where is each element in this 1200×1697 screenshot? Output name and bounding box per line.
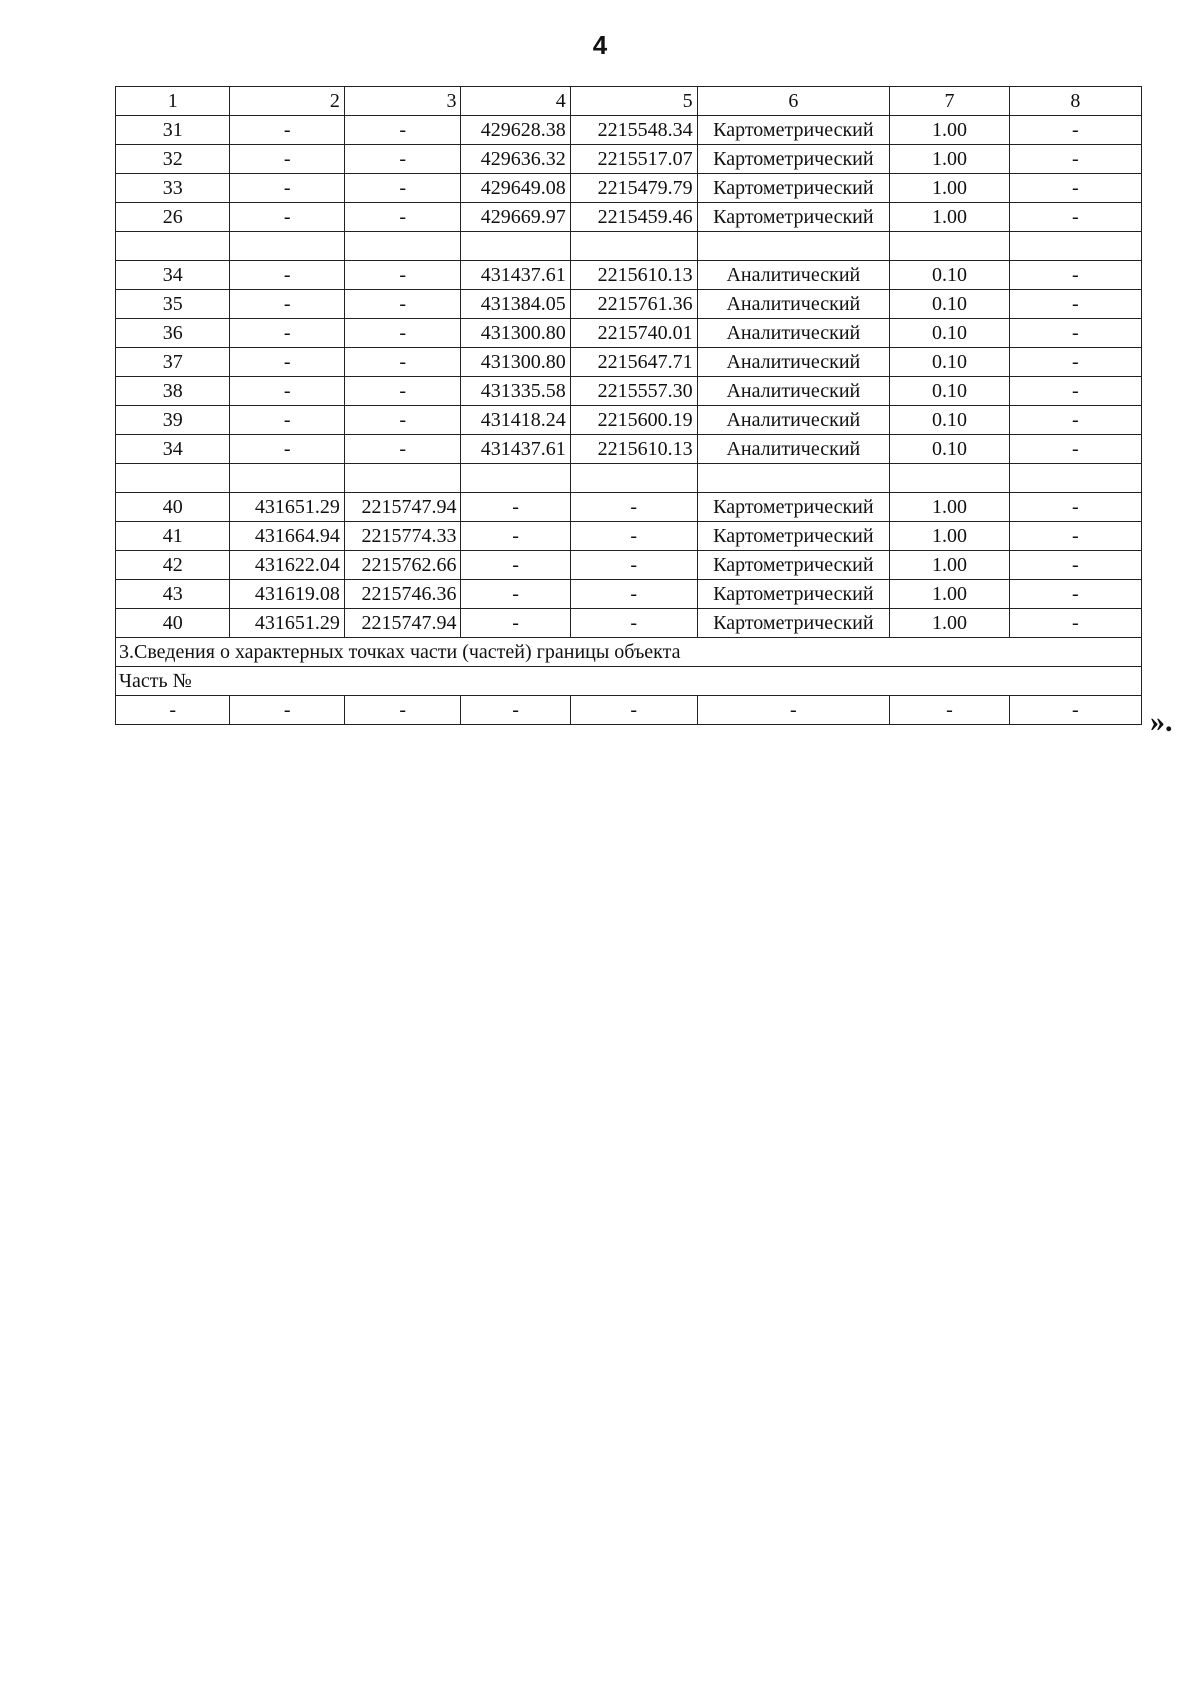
table-row (116, 609, 1142, 638)
empty-cell (1009, 464, 1141, 493)
section-3-title: 3.Сведения о характерных точках части (частей) границы объекта (116, 638, 1142, 667)
table-cell: - (116, 696, 230, 725)
table-cell: 2215761.36 (570, 290, 697, 319)
table-cell: - (1009, 609, 1141, 638)
table-cell: 1.00 (890, 174, 1010, 203)
table-cell: - (230, 377, 344, 406)
table-cell: - (461, 493, 570, 522)
table-cell: - (1009, 493, 1141, 522)
table-cell: - (1009, 261, 1141, 290)
table-cell: 2215459.46 (570, 203, 697, 232)
table-cell: - (344, 435, 461, 464)
table-separator-row (116, 232, 1142, 261)
table-cell: - (461, 522, 570, 551)
table-row (116, 203, 1142, 232)
empty-cell (890, 464, 1010, 493)
table-cell: 36 (116, 319, 230, 348)
table-row (116, 290, 1142, 319)
table-cell: - (344, 377, 461, 406)
table-cell: 0.10 (890, 348, 1010, 377)
table-cell: - (1009, 435, 1141, 464)
table-cell: - (461, 551, 570, 580)
table-cell: - (461, 580, 570, 609)
table-cell: 2215600.19 (570, 406, 697, 435)
table-cell: 431335.58 (461, 377, 570, 406)
table-row (116, 493, 1142, 522)
table-cell: Картометрический (697, 493, 890, 522)
table-cell: 0.10 (890, 319, 1010, 348)
table-cell: - (230, 435, 344, 464)
table-cell: 32 (116, 145, 230, 174)
table-cell: - (1009, 377, 1141, 406)
table-cell: Картометрический (697, 116, 890, 145)
table-cell: 2215774.33 (344, 522, 461, 551)
table-cell: 431651.29 (230, 493, 344, 522)
table-cell: - (570, 493, 697, 522)
coordinates-table-container (115, 86, 1142, 725)
table-cell: 431437.61 (461, 435, 570, 464)
table-row (116, 319, 1142, 348)
table-cell: 2215762.66 (344, 551, 461, 580)
table-cell: - (890, 696, 1010, 725)
table-cell: 2215548.34 (570, 116, 697, 145)
table-row (116, 145, 1142, 174)
table-cell: - (344, 116, 461, 145)
table-row (116, 174, 1142, 203)
table-cell: 7 (890, 87, 1010, 116)
table-cell: 431619.08 (230, 580, 344, 609)
table-cell: 1 (116, 87, 230, 116)
table-cell: - (570, 696, 697, 725)
table-cell: - (570, 522, 697, 551)
table-row (116, 435, 1142, 464)
table-cell: - (1009, 551, 1141, 580)
table-header-row (116, 87, 1142, 116)
table-cell: Аналитический (697, 377, 890, 406)
table-row (116, 261, 1142, 290)
table-cell: 31 (116, 116, 230, 145)
table-cell: 0.10 (890, 290, 1010, 319)
empty-cell (570, 464, 697, 493)
table-cell: - (230, 203, 344, 232)
table-cell: 41 (116, 522, 230, 551)
empty-cell (461, 232, 570, 261)
table-cell: 429628.38 (461, 116, 570, 145)
table-cell: - (461, 609, 570, 638)
table-cell: - (570, 551, 697, 580)
table-cell: Картометрический (697, 145, 890, 174)
table-cell: - (1009, 522, 1141, 551)
table-cell: 3 (344, 87, 461, 116)
table-cell: - (570, 580, 697, 609)
table-cell: 429649.08 (461, 174, 570, 203)
table-cell: 431418.24 (461, 406, 570, 435)
table-cell: - (230, 319, 344, 348)
table-cell: 5 (570, 87, 697, 116)
empty-cell (461, 464, 570, 493)
table-cell: 8 (1009, 87, 1141, 116)
table-cell: 431384.05 (461, 290, 570, 319)
table-cell: 1.00 (890, 580, 1010, 609)
table-row (116, 116, 1142, 145)
table-cell: - (230, 174, 344, 203)
empty-cell (697, 464, 890, 493)
table-cell: Аналитический (697, 290, 890, 319)
table-cell: 1.00 (890, 609, 1010, 638)
table-cell: 0.10 (890, 406, 1010, 435)
empty-cell (344, 232, 461, 261)
table-cell: - (230, 261, 344, 290)
table-cell: 6 (697, 87, 890, 116)
page-number: 4 (592, 30, 608, 60)
table-cell: Аналитический (697, 348, 890, 377)
table-cell: 0.10 (890, 435, 1010, 464)
table-cell: 2215479.79 (570, 174, 697, 203)
table-cell: 431664.94 (230, 522, 344, 551)
section-3-title-row (116, 638, 1142, 667)
table-cell: - (230, 348, 344, 377)
table-cell: Картометрический (697, 580, 890, 609)
table-row (116, 522, 1142, 551)
table-cell: 2215747.94 (344, 609, 461, 638)
empty-cell (697, 232, 890, 261)
table-cell: - (1009, 174, 1141, 203)
table-cell: 2215747.94 (344, 493, 461, 522)
table-cell: 2 (230, 87, 344, 116)
table-cell: 42 (116, 551, 230, 580)
table-cell: 37 (116, 348, 230, 377)
table-cell: 1.00 (890, 493, 1010, 522)
empty-cell (344, 464, 461, 493)
table-row (116, 551, 1142, 580)
table-cell: 431622.04 (230, 551, 344, 580)
table-cell: - (1009, 406, 1141, 435)
table-cell: 39 (116, 406, 230, 435)
table-cell: 0.10 (890, 261, 1010, 290)
table-row (116, 406, 1142, 435)
part-number-label-row (116, 667, 1142, 696)
empty-cell (116, 232, 230, 261)
table-cell: Аналитический (697, 319, 890, 348)
table-cell: 2215517.07 (570, 145, 697, 174)
empty-cell (890, 232, 1010, 261)
table-row (116, 377, 1142, 406)
empty-cell (570, 232, 697, 261)
table-cell: - (1009, 348, 1141, 377)
table-cell: 431300.80 (461, 348, 570, 377)
table-cell: Картометрический (697, 551, 890, 580)
table-separator-row (116, 464, 1142, 493)
table-cell: 2215746.36 (344, 580, 461, 609)
table-cell: 1.00 (890, 145, 1010, 174)
table-cell: 1.00 (890, 116, 1010, 145)
table-cell: 38 (116, 377, 230, 406)
table-cell: 2215647.71 (570, 348, 697, 377)
table-cell: - (344, 145, 461, 174)
table-cell: 0.10 (890, 377, 1010, 406)
table-cell: - (1009, 203, 1141, 232)
table-cell: Картометрический (697, 522, 890, 551)
table-cell: 1.00 (890, 522, 1010, 551)
table-cell: 431300.80 (461, 319, 570, 348)
table-cell: - (230, 696, 344, 725)
table-body (116, 87, 1142, 725)
table-cell: 1.00 (890, 551, 1010, 580)
table-cell: - (344, 203, 461, 232)
table-cell: Картометрический (697, 174, 890, 203)
table-cell: 2215557.30 (570, 377, 697, 406)
table-cell: - (230, 116, 344, 145)
table-cell: - (1009, 580, 1141, 609)
table-cell: Картометрический (697, 203, 890, 232)
table-cell: - (461, 696, 570, 725)
table-cell: Аналитический (697, 261, 890, 290)
table-cell: 431651.29 (230, 609, 344, 638)
empty-cell (230, 464, 344, 493)
table-cell: - (344, 319, 461, 348)
table-cell: 33 (116, 174, 230, 203)
table-cell: - (344, 174, 461, 203)
table-cell: 34 (116, 435, 230, 464)
table-cell: - (1009, 696, 1141, 725)
table-cell: 1.00 (890, 203, 1010, 232)
table-cell: 2215610.13 (570, 435, 697, 464)
table-cell: - (344, 406, 461, 435)
table-cell: 34 (116, 261, 230, 290)
closing-quote-mark: ». (1150, 705, 1173, 738)
table-cell: - (344, 696, 461, 725)
table-cell: - (1009, 116, 1141, 145)
part-number-label: Часть № (116, 667, 1142, 696)
coordinates-table (115, 86, 1142, 725)
table-cell: 40 (116, 609, 230, 638)
table-row (116, 348, 1142, 377)
table-cell: 35 (116, 290, 230, 319)
table-cell: 431437.61 (461, 261, 570, 290)
table-cell: 26 (116, 203, 230, 232)
table-cell: - (570, 609, 697, 638)
table-cell: - (1009, 319, 1141, 348)
table-cell: - (1009, 290, 1141, 319)
table-cell: 2215610.13 (570, 261, 697, 290)
table-cell: - (230, 145, 344, 174)
table-cell: - (344, 290, 461, 319)
table-cell: - (230, 406, 344, 435)
empty-cell (230, 232, 344, 261)
table-cell: 4 (461, 87, 570, 116)
table-cell: 40 (116, 493, 230, 522)
empty-cell (116, 464, 230, 493)
table-cell: 429636.32 (461, 145, 570, 174)
table-cell: Аналитический (697, 406, 890, 435)
table-cell: 429669.97 (461, 203, 570, 232)
table-cell: - (230, 290, 344, 319)
table-row (116, 696, 1142, 725)
table-cell: Аналитический (697, 435, 890, 464)
table-cell: Картометрический (697, 609, 890, 638)
table-cell: 43 (116, 580, 230, 609)
empty-cell (1009, 232, 1141, 261)
table-cell: - (344, 261, 461, 290)
table-cell: 2215740.01 (570, 319, 697, 348)
table-cell: - (344, 348, 461, 377)
table-cell: - (697, 696, 890, 725)
table-row (116, 580, 1142, 609)
table-cell: - (1009, 145, 1141, 174)
